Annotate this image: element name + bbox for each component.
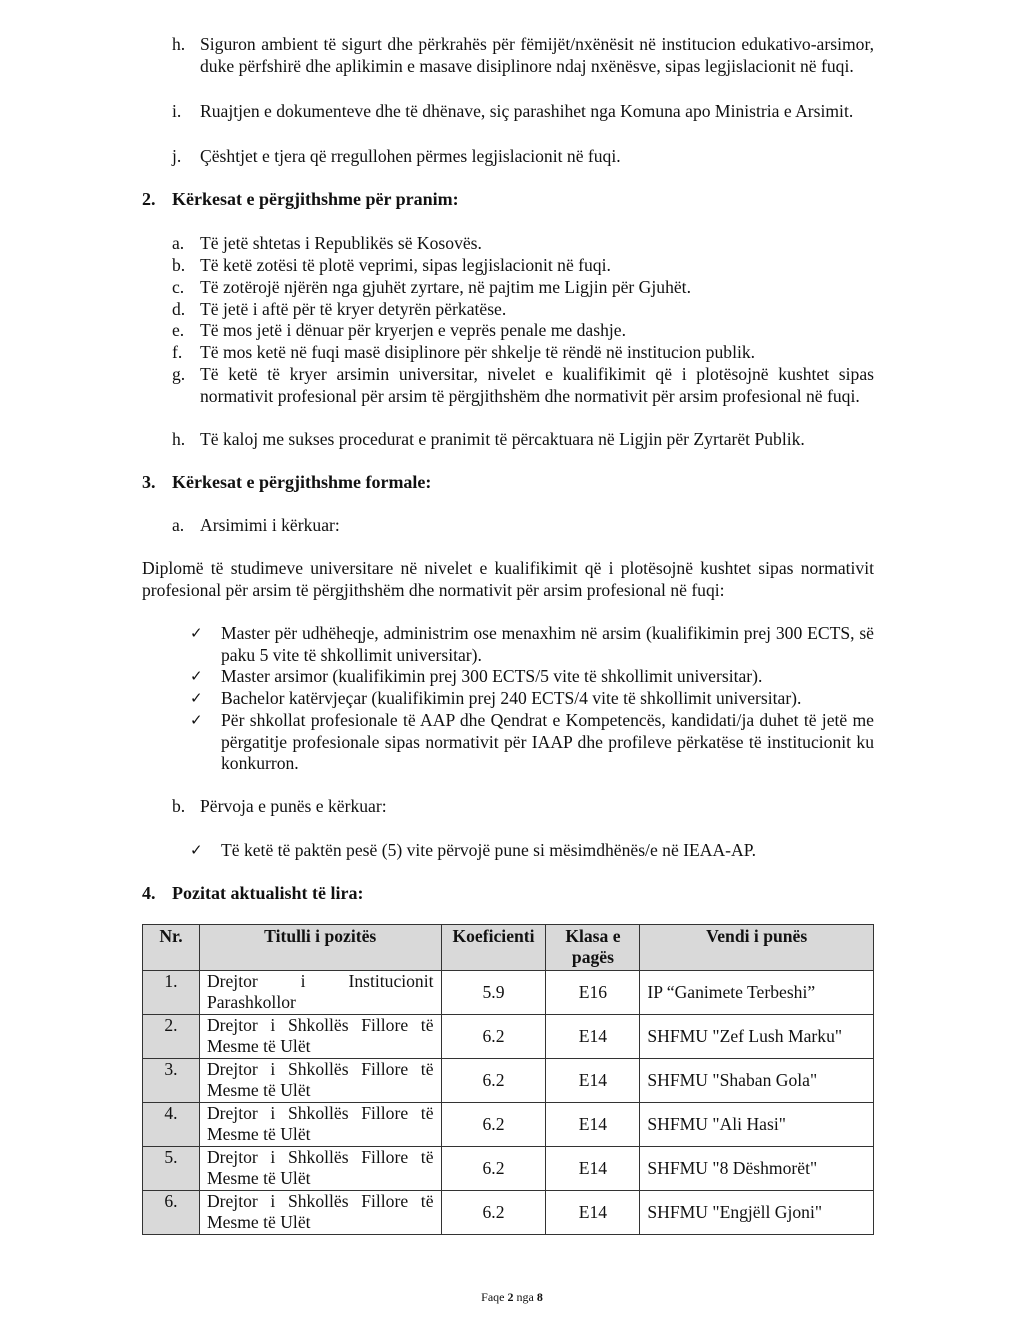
section-number: 4. [142,883,156,903]
title-line-1: Drejtor i Shkollës Fillore të [206,1059,434,1079]
cell-title [199,1103,441,1147]
cell-title [199,1059,441,1103]
cell-coefficient: 6.2 [441,1015,546,1059]
option-text: Bachelor katërvjeçar (kualifikimin prej 240 ECTS/4 vite të shkollimit universitar). [221,688,802,708]
cell-pay-class: E14 [546,1147,640,1191]
cell-nr: 6. [143,1191,200,1235]
title-line-1: Drejtor i Shkollës Fillore të [206,1103,434,1123]
column-header-coefficient: Koeficienti [441,925,546,971]
item-text: Të jetë shtetas i Republikës së Kosovës. [200,233,482,253]
section-2-heading [142,189,459,211]
cell-workplace: SHFMU "8 Dëshmorët" [640,1147,874,1191]
title-line-2: Mesme të Ulët [206,1080,311,1100]
item-label: b. [172,796,186,816]
duty-item-i [172,101,874,123]
title-line-2: Parashkollor [206,992,296,1012]
cell-coefficient: 6.2 [441,1103,546,1147]
duty-item-h [172,34,874,77]
title-line-1: Drejtor i Shkollës Fillore të [206,1191,434,1211]
section-3-heading [142,472,431,494]
item-text: Arsimimi i kërkuar: [200,515,340,535]
requirement-item [172,255,874,277]
title-line-2: Mesme të Ulët [206,1124,311,1144]
cell-workplace: SHFMU "Shaban Gola" [640,1059,874,1103]
cell-pay-class: E14 [546,1103,640,1147]
item-text: Përvoja e punës e kërkuar: [200,796,387,816]
cell-nr: 3. [143,1059,200,1103]
column-header-pay-class: Klasa e pagës [546,925,640,971]
cell-coefficient: 6.2 [441,1059,546,1103]
requirement-item [172,364,874,407]
table-header-row [143,925,874,971]
item-text: Të kaloj me sukses procedurat e pranimit të përcaktuara në Ligjin për Zyrtarët Publik. [200,429,805,449]
requirement-item [172,299,874,321]
requirement-item [172,429,874,451]
section-4-heading [142,883,363,905]
table-row [143,1059,874,1103]
item-label: f. [172,342,183,362]
requirement-item [172,320,874,342]
cell-workplace: SHFMU "Ali Hasi" [640,1103,874,1147]
diploma-paragraph: Diplomë të studimeve universitare në nivelet e kualifikimit që i plotësojnë kushtet sipas normativit profesional për arsim të përgjithshëm dhe normativit për arsim profesional në fuqi: [142,558,874,600]
cell-nr: 1. [143,971,200,1015]
option-text: Master arsimor (kualifikimin prej 300 ECTS/5 vite të shkollimit universitar). [221,666,763,686]
education-option [190,666,874,688]
table-row [143,1191,874,1235]
item-text: Ruajtjen e dokumenteve dhe të dhënave, siç parashihet nga Komuna apo Ministria e Arsimit. [200,101,854,121]
cell-title [199,1015,441,1059]
option-text: Për shkollat profesionale të AAP dhe Qendrat e Kompetencës, kandidati/ja duhet të jetë me përgatitje profesionale sipas normativit për IAAP dhe profileve përkatëse të institucionit ku konkurron. [221,710,874,773]
item-text: Të mos jetë i dënuar për kryerjen e veprës penale me dashje. [200,320,626,340]
table-row [143,1147,874,1191]
item-label: c. [172,277,185,297]
education-option [190,623,874,666]
subsection-a-heading [172,515,874,537]
vacant-positions-table [142,924,874,1235]
page-word: Faqe [481,1290,505,1304]
item-label: h. [172,34,186,54]
title-line-2: Mesme të Ulët [206,1168,311,1188]
section-title: Pozitat aktualisht të lira: [172,883,364,903]
cell-workplace: SHFMU "Zef Lush Marku" [640,1015,874,1059]
checkmark-icon: ✓ [190,711,203,729]
cell-nr: 2. [143,1015,200,1059]
requirement-item [172,277,874,299]
item-label: a. [172,233,185,253]
column-header-nr: Nr. [143,925,200,971]
cell-pay-class: E14 [546,1059,640,1103]
subsection-b-heading [172,796,874,818]
item-label: j. [172,146,182,166]
title-line-1: Drejtor i Institucionit [206,971,434,991]
option-text: Master për udhëheqje, administrim ose menaxhim në arsim (kualifikimin prej 300 ECTS, së paku 5 vite të shkollimit universitar). [221,623,874,665]
cell-workplace: IP “Ganimete Terbeshi” [640,971,874,1015]
checkmark-icon: ✓ [190,689,203,707]
item-text: Siguron ambient të sigurt dhe përkrahës për fëmijët/nxënësit në institucion edukativo-arsimor, duke përfshirë dhe aplikimin e masave disiplinore ndaj nxënësve, sipas legjislacionit në fuqi. [200,34,874,76]
column-header-workplace: Vendi i punës [640,925,874,971]
requirement-item [172,342,874,364]
duty-item-j [172,146,874,168]
cell-coefficient: 6.2 [441,1147,546,1191]
checkmark-icon: ✓ [190,841,203,859]
cell-workplace: SHFMU "Engjëll Gjoni" [640,1191,874,1235]
cell-title [199,971,441,1015]
checkmark-icon: ✓ [190,624,203,642]
cell-pay-class: E16 [546,971,640,1015]
cell-title [199,1147,441,1191]
table-row [143,1103,874,1147]
cell-nr: 5. [143,1147,200,1191]
item-label: a. [172,515,185,535]
cell-title [199,1191,441,1235]
page-current: 2 [507,1290,514,1304]
item-text: Të mos ketë në fuqi masë disiplinore për shkelje të rëndë në institucion publik. [200,342,756,362]
checkmark-icon: ✓ [190,667,203,685]
item-label: h. [172,429,186,449]
page-total: 8 [536,1290,543,1304]
requirement-item [172,233,874,255]
option-text: Të ketë të paktën pesë (5) vite përvojë pune si mësimdhënës/e në IEAA-AP. [221,840,756,860]
section-title: Kërkesat e përgjithshme formale: [172,472,432,492]
section-title: Kërkesat e përgjithshme për pranim: [172,189,459,209]
section-number: 3. [142,472,156,492]
section-number: 2. [142,189,156,209]
cell-pay-class: E14 [546,1191,640,1235]
cell-coefficient: 6.2 [441,1191,546,1235]
cell-coefficient: 5.9 [441,971,546,1015]
education-option [190,710,874,775]
item-text: Të ketë zotësi të plotë veprimi, sipas legjislacionit në fuqi. [200,255,611,275]
item-text: Të ketë të kryer arsimin universitar, nivelet e kualifikimit që i plotësojnë kushtet sipas normativit profesional për arsim të përgjithshëm dhe normativit për arsim profesional në fuqi. [200,364,874,406]
title-line-2: Mesme të Ulët [206,1212,311,1232]
title-line-2: Mesme të Ulët [206,1036,311,1056]
item-label: b. [172,255,186,275]
table-row [143,971,874,1015]
item-label: d. [172,299,186,319]
experience-option [190,840,874,862]
education-option [190,688,874,710]
item-text: Çështjet e tjera që rregullohen përmes legjislacionit në fuqi. [200,146,621,166]
title-line-1: Drejtor i Shkollës Fillore të [206,1015,434,1035]
item-label: e. [172,320,185,340]
cell-nr: 4. [143,1103,200,1147]
item-text: Të zotërojë njërën nga gjuhët zyrtare, në pajtim me Ligjin për Gjuhët. [200,277,691,297]
cell-pay-class: E14 [546,1015,640,1059]
table-row [143,1015,874,1059]
column-header-title: Titulli i pozitës [199,925,441,971]
item-label: g. [172,364,186,384]
item-label: i. [172,101,182,121]
title-line-1: Drejtor i Shkollës Fillore të [206,1147,434,1167]
of-word: nga [516,1290,534,1304]
page-footer [0,1287,1024,1309]
item-text: Të jetë i aftë për të kryer detyrën përkatëse. [200,299,507,319]
